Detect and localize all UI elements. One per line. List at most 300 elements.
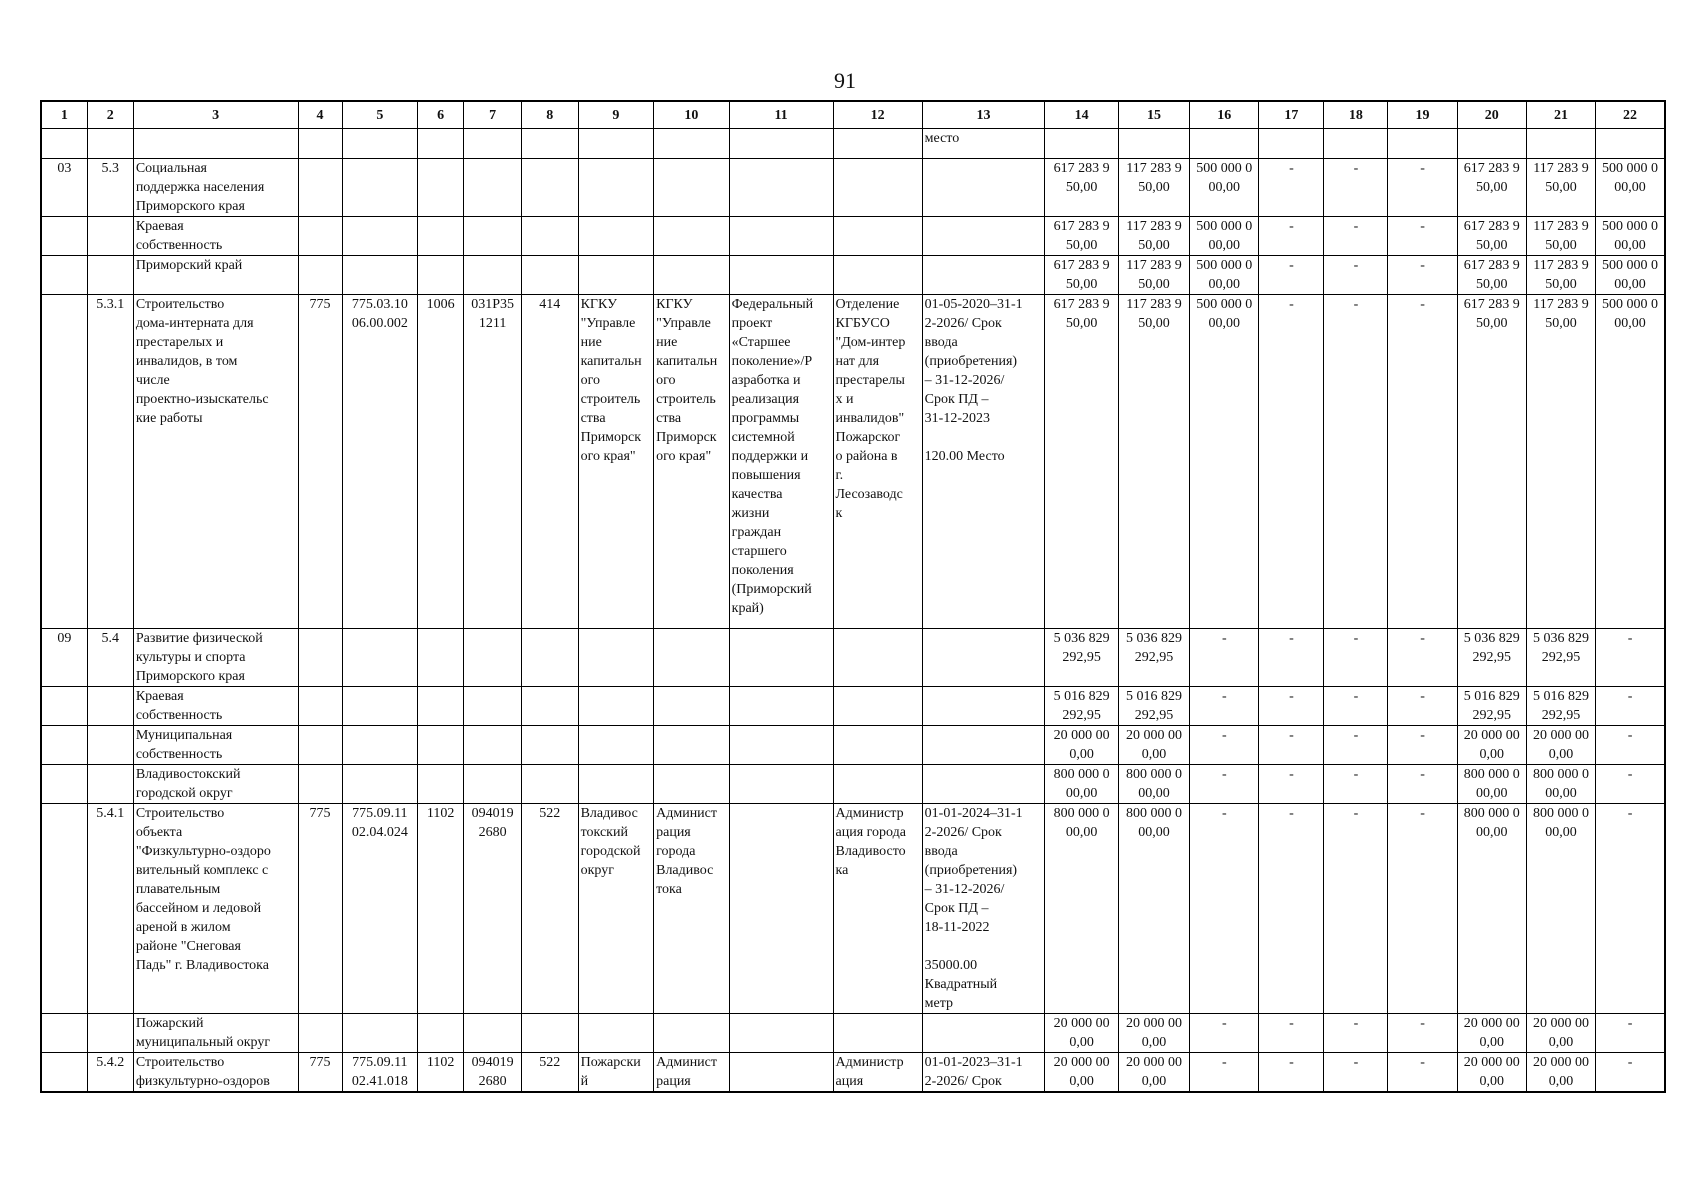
- table-cell: -: [1388, 256, 1457, 295]
- table-cell: -: [1324, 765, 1388, 804]
- table-cell: -: [1259, 687, 1324, 726]
- table-cell: [1388, 129, 1457, 159]
- table-cell: [464, 217, 522, 256]
- table-cell: 500 000 0 00,00: [1190, 256, 1259, 295]
- table-cell: 5.3: [87, 159, 133, 217]
- table-cell: [833, 1014, 922, 1053]
- column-header-21: 21: [1526, 101, 1595, 129]
- table-cell: [342, 687, 418, 726]
- table-cell: Муниципальная собственность: [133, 726, 298, 765]
- column-header-22: 22: [1596, 101, 1665, 129]
- table-cell: -: [1190, 687, 1259, 726]
- table-cell: 500 000 0 00,00: [1596, 159, 1665, 217]
- table-cell: 5 016 829 292,95: [1526, 687, 1595, 726]
- table-cell: [87, 726, 133, 765]
- table-cell: 01-01-2023–31-1 2-2026/ Срок: [922, 1053, 1045, 1093]
- column-header-12: 12: [833, 101, 922, 129]
- table-cell: 800 000 0 00,00: [1045, 804, 1118, 1014]
- table-cell: 5 016 829 292,95: [1457, 687, 1526, 726]
- table-cell: 617 283 9 50,00: [1457, 295, 1526, 629]
- table-cell: Социальная поддержка населения Приморского края: [133, 159, 298, 217]
- table-cell: Строительство физкультурно-оздоров: [133, 1053, 298, 1093]
- table-cell: 617 283 9 50,00: [1045, 256, 1118, 295]
- table-cell: 800 000 0 00,00: [1118, 804, 1189, 1014]
- table-cell: [298, 629, 342, 687]
- table-cell: [729, 687, 833, 726]
- table-cell: [342, 1014, 418, 1053]
- table-cell: [922, 217, 1045, 256]
- table-cell: [418, 129, 464, 159]
- table-cell: [521, 726, 578, 765]
- table-cell: 5 036 829 292,95: [1526, 629, 1595, 687]
- table-cell: 20 000 00 0,00: [1118, 1014, 1189, 1053]
- column-header-6: 6: [418, 101, 464, 129]
- table-cell: [41, 129, 87, 159]
- table-cell: -: [1324, 1014, 1388, 1053]
- table-cell: Развитие физической культуры и спорта Приморского края: [133, 629, 298, 687]
- column-header-18: 18: [1324, 101, 1388, 129]
- column-header-13: 13: [922, 101, 1045, 129]
- table-cell: [464, 129, 522, 159]
- table-cell: [418, 159, 464, 217]
- table-cell: [729, 159, 833, 217]
- table-cell: [578, 687, 654, 726]
- table-cell: [342, 256, 418, 295]
- table-cell: [418, 726, 464, 765]
- column-header-10: 10: [654, 101, 730, 129]
- table-cell: [729, 1053, 833, 1093]
- budget-table: [40, 100, 1666, 1093]
- table-cell: Владивостокский городской округ: [133, 765, 298, 804]
- header-row: [41, 101, 1665, 129]
- table-cell: 5 016 829 292,95: [1045, 687, 1118, 726]
- table-cell: 414: [521, 295, 578, 629]
- table-cell: 5 036 829 292,95: [1457, 629, 1526, 687]
- table-cell: 20 000 00 0,00: [1526, 726, 1595, 765]
- table-cell: [41, 295, 87, 629]
- table-cell: -: [1388, 1014, 1457, 1053]
- table-cell: [922, 765, 1045, 804]
- table-cell: -: [1596, 1053, 1665, 1093]
- table-cell: 500 000 0 00,00: [1190, 295, 1259, 629]
- table-cell: [1118, 129, 1189, 159]
- column-header-8: 8: [521, 101, 578, 129]
- table-cell: 1102: [418, 1053, 464, 1093]
- table-cell: 1006: [418, 295, 464, 629]
- table-cell: [729, 804, 833, 1014]
- table-cell: [729, 629, 833, 687]
- table-cell: -: [1388, 765, 1457, 804]
- table-cell: [833, 217, 922, 256]
- column-header-2: 2: [87, 101, 133, 129]
- table-cell: Пожарски й: [578, 1053, 654, 1093]
- column-header-20: 20: [1457, 101, 1526, 129]
- table-cell: 20 000 00 0,00: [1118, 726, 1189, 765]
- table-cell: [654, 687, 730, 726]
- table-cell: 800 000 0 00,00: [1118, 765, 1189, 804]
- table-cell: [418, 687, 464, 726]
- table-cell: -: [1388, 1053, 1457, 1093]
- table-cell: 117 283 9 50,00: [1526, 295, 1595, 629]
- table-cell: [464, 726, 522, 765]
- table-cell: 5.3.1: [87, 295, 133, 629]
- table-cell: [833, 159, 922, 217]
- table-cell: [521, 629, 578, 687]
- table-cell: 5.4: [87, 629, 133, 687]
- table-row: [41, 159, 1665, 217]
- table-cell: [578, 256, 654, 295]
- table-cell: [922, 726, 1045, 765]
- table-cell: 775: [298, 295, 342, 629]
- table-cell: [298, 256, 342, 295]
- table-row: [41, 1014, 1665, 1053]
- table-cell: [654, 129, 730, 159]
- table-cell: [654, 217, 730, 256]
- table-cell: [464, 256, 522, 295]
- table-cell: [41, 804, 87, 1014]
- table-cell: -: [1324, 687, 1388, 726]
- table-cell: [464, 765, 522, 804]
- table-row: [41, 687, 1665, 726]
- table-cell: КГКУ "Управле ние капитальн ого строитель ства Приморск ого края": [578, 295, 654, 629]
- table-cell: [922, 1014, 1045, 1053]
- table-cell: [578, 159, 654, 217]
- table-cell: -: [1259, 804, 1324, 1014]
- table-cell: место: [922, 129, 1045, 159]
- table-cell: [418, 765, 464, 804]
- table-cell: -: [1259, 217, 1324, 256]
- column-header-15: 15: [1118, 101, 1189, 129]
- table-cell: -: [1596, 765, 1665, 804]
- table-cell: [729, 726, 833, 765]
- table-cell: [418, 256, 464, 295]
- table-cell: 775.09.11 02.04.024: [342, 804, 418, 1014]
- table-cell: -: [1596, 629, 1665, 687]
- table-cell: -: [1324, 217, 1388, 256]
- table-row: [41, 629, 1665, 687]
- table-cell: -: [1324, 629, 1388, 687]
- table-cell: -: [1190, 1053, 1259, 1093]
- table-cell: [41, 1014, 87, 1053]
- table-cell: [654, 629, 730, 687]
- table-cell: [833, 129, 922, 159]
- table-cell: 617 283 9 50,00: [1457, 256, 1526, 295]
- table-cell: 20 000 00 0,00: [1045, 1014, 1118, 1053]
- table-cell: [41, 217, 87, 256]
- table-cell: 500 000 0 00,00: [1596, 295, 1665, 629]
- table-cell: -: [1259, 765, 1324, 804]
- table-row: [41, 1053, 1665, 1093]
- table-cell: Владивос токский городской округ: [578, 804, 654, 1014]
- table-cell: -: [1596, 687, 1665, 726]
- table-cell: 01-05-2020–31-1 2-2026/ Срок ввода (приобретения) – 31-12-2026/ Срок ПД – 31-12-2023 120.00 Место: [922, 295, 1045, 629]
- table-cell: [922, 629, 1045, 687]
- table-cell: [578, 129, 654, 159]
- table-cell: [578, 629, 654, 687]
- table-cell: 500 000 0 00,00: [1596, 217, 1665, 256]
- table-cell: 522: [521, 1053, 578, 1093]
- table-cell: 20 000 00 0,00: [1045, 726, 1118, 765]
- table-cell: -: [1388, 295, 1457, 629]
- table-cell: 5.4.2: [87, 1053, 133, 1093]
- table-cell: 617 283 9 50,00: [1045, 295, 1118, 629]
- table-cell: [298, 1014, 342, 1053]
- table-cell: 094019 2680: [464, 1053, 522, 1093]
- table-cell: [87, 256, 133, 295]
- table-cell: 117 283 9 50,00: [1118, 256, 1189, 295]
- table-cell: -: [1259, 295, 1324, 629]
- table-cell: [1596, 129, 1665, 159]
- table-cell: [87, 1014, 133, 1053]
- table-row: [41, 295, 1665, 629]
- table-cell: -: [1324, 1053, 1388, 1093]
- table-cell: [578, 765, 654, 804]
- table-cell: 117 283 9 50,00: [1118, 159, 1189, 217]
- table-row: [41, 765, 1665, 804]
- column-header-14: 14: [1045, 101, 1118, 129]
- table-cell: -: [1324, 804, 1388, 1014]
- column-header-11: 11: [729, 101, 833, 129]
- table-cell: [521, 159, 578, 217]
- table-cell: [654, 256, 730, 295]
- table-cell: [729, 1014, 833, 1053]
- table-cell: [298, 687, 342, 726]
- table-cell: [1324, 129, 1388, 159]
- table-cell: 094019 2680: [464, 804, 522, 1014]
- table-cell: 617 283 9 50,00: [1045, 217, 1118, 256]
- table-cell: [521, 687, 578, 726]
- table-cell: -: [1596, 804, 1665, 1014]
- table-cell: Админист рация: [654, 1053, 730, 1093]
- column-header-16: 16: [1190, 101, 1259, 129]
- table-cell: [833, 765, 922, 804]
- table-row: [41, 217, 1665, 256]
- page-number: 91: [834, 68, 856, 93]
- table-cell: -: [1596, 726, 1665, 765]
- table-cell: 20 000 00 0,00: [1457, 1053, 1526, 1093]
- table-cell: -: [1259, 726, 1324, 765]
- table-cell: 617 283 9 50,00: [1457, 217, 1526, 256]
- table-cell: 500 000 0 00,00: [1596, 256, 1665, 295]
- table-cell: [729, 765, 833, 804]
- table-cell: 617 283 9 50,00: [1045, 159, 1118, 217]
- table-cell: [578, 1014, 654, 1053]
- table-cell: [833, 726, 922, 765]
- table-cell: КГКУ "Управле ние капитальн ого строитель ства Приморск ого края": [654, 295, 730, 629]
- table-cell: 800 000 0 00,00: [1045, 765, 1118, 804]
- table-cell: [298, 217, 342, 256]
- table-cell: [1190, 129, 1259, 159]
- table-cell: Краевая собственность: [133, 687, 298, 726]
- table-cell: [464, 629, 522, 687]
- table-cell: -: [1388, 217, 1457, 256]
- table-cell: Строительство объекта "Физкультурно-оздоро вительный комплекс с плавательным бассейном и ледовой ареной в жилом районе "Снеговая Падь" г. Владивостока: [133, 804, 298, 1014]
- table-cell: 775.03.10 06.00.002: [342, 295, 418, 629]
- table-cell: Строительство дома-интерната для престарелых и инвалидов, в том числе проектно-изыскательс кие работы: [133, 295, 298, 629]
- table-cell: -: [1388, 629, 1457, 687]
- table-cell: [521, 129, 578, 159]
- table-cell: 117 283 9 50,00: [1526, 159, 1595, 217]
- table-cell: [87, 217, 133, 256]
- table-cell: 1102: [418, 804, 464, 1014]
- table-cell: 20 000 00 0,00: [1526, 1014, 1595, 1053]
- table-cell: 775: [298, 804, 342, 1014]
- table-cell: 775: [298, 1053, 342, 1093]
- table-cell: [464, 1014, 522, 1053]
- table-cell: -: [1324, 295, 1388, 629]
- table-cell: 20 000 00 0,00: [1118, 1053, 1189, 1093]
- table-cell: [833, 687, 922, 726]
- table-cell: Администр ация: [833, 1053, 922, 1093]
- table-cell: 617 283 9 50,00: [1457, 159, 1526, 217]
- table-cell: [298, 765, 342, 804]
- table-cell: [1259, 129, 1324, 159]
- table-cell: [1526, 129, 1595, 159]
- table-cell: [418, 217, 464, 256]
- table-cell: Администр ация города Владивосто ка: [833, 804, 922, 1014]
- table-cell: [87, 687, 133, 726]
- table-cell: 500 000 0 00,00: [1190, 159, 1259, 217]
- table-cell: -: [1388, 726, 1457, 765]
- table-cell: [521, 1014, 578, 1053]
- table-cell: 800 000 0 00,00: [1526, 765, 1595, 804]
- table-cell: [578, 217, 654, 256]
- table-cell: Приморский край: [133, 256, 298, 295]
- table-cell: -: [1259, 159, 1324, 217]
- table-row: [41, 256, 1665, 295]
- table-cell: -: [1190, 726, 1259, 765]
- table-row: [41, 129, 1665, 159]
- table-cell: [342, 629, 418, 687]
- table-cell: 20 000 00 0,00: [1457, 1014, 1526, 1053]
- table-cell: [41, 726, 87, 765]
- table-cell: -: [1190, 804, 1259, 1014]
- table-cell: [654, 159, 730, 217]
- table-cell: 03: [41, 159, 87, 217]
- table-cell: 800 000 0 00,00: [1457, 804, 1526, 1014]
- table-cell: Пожарский муниципальный округ: [133, 1014, 298, 1053]
- table-cell: 117 283 9 50,00: [1526, 256, 1595, 295]
- table-cell: 031P35 1211: [464, 295, 522, 629]
- table-cell: -: [1388, 159, 1457, 217]
- table-header: [41, 101, 1665, 129]
- table-cell: [521, 765, 578, 804]
- column-header-4: 4: [298, 101, 342, 129]
- table-cell: 5.4.1: [87, 804, 133, 1014]
- table-cell: [342, 217, 418, 256]
- table-cell: [654, 765, 730, 804]
- table-cell: -: [1259, 1053, 1324, 1093]
- table-cell: Федеральный проект «Старшее поколение»/Р азработка и реализация программы системной поддержки и повышения качества жизни граждан старшего поколения (Приморский край): [729, 295, 833, 629]
- table-cell: [41, 1053, 87, 1093]
- table-cell: [298, 726, 342, 765]
- table-cell: 800 000 0 00,00: [1457, 765, 1526, 804]
- table-cell: [418, 1014, 464, 1053]
- table-cell: 117 283 9 50,00: [1526, 217, 1595, 256]
- table-cell: [133, 129, 298, 159]
- table-cell: [342, 765, 418, 804]
- table-cell: [342, 129, 418, 159]
- table-cell: [464, 159, 522, 217]
- table-cell: 20 000 00 0,00: [1045, 1053, 1118, 1093]
- table-cell: -: [1324, 159, 1388, 217]
- column-header-19: 19: [1388, 101, 1457, 129]
- table-cell: 500 000 0 00,00: [1190, 217, 1259, 256]
- table-cell: 117 283 9 50,00: [1118, 217, 1189, 256]
- table-cell: 01-01-2024–31-1 2-2026/ Срок ввода (приобретения) – 31-12-2026/ Срок ПД – 18-11-2022 35000.00 Квадратный метр: [922, 804, 1045, 1014]
- table-cell: [833, 629, 922, 687]
- table-row: [41, 726, 1665, 765]
- table-cell: -: [1190, 765, 1259, 804]
- table-cell: 20 000 00 0,00: [1457, 726, 1526, 765]
- table-cell: 5 036 829 292,95: [1045, 629, 1118, 687]
- table-cell: [922, 687, 1045, 726]
- table-cell: [922, 256, 1045, 295]
- table-cell: [1457, 129, 1526, 159]
- table-cell: -: [1190, 629, 1259, 687]
- column-header-3: 3: [133, 101, 298, 129]
- column-header-9: 9: [578, 101, 654, 129]
- table-cell: [654, 1014, 730, 1053]
- table-cell: Админист рация города Владивос тока: [654, 804, 730, 1014]
- table-cell: [342, 159, 418, 217]
- column-header-17: 17: [1259, 101, 1324, 129]
- table-cell: -: [1324, 256, 1388, 295]
- table-cell: 800 000 0 00,00: [1526, 804, 1595, 1014]
- table-cell: [87, 765, 133, 804]
- table-row: [41, 804, 1665, 1014]
- table-cell: [298, 159, 342, 217]
- table-cell: [464, 687, 522, 726]
- column-header-5: 5: [342, 101, 418, 129]
- table-cell: -: [1596, 1014, 1665, 1053]
- table-cell: [729, 256, 833, 295]
- table-cell: 09: [41, 629, 87, 687]
- table-cell: 117 283 9 50,00: [1118, 295, 1189, 629]
- table-cell: 775.09.11 02.41.018: [342, 1053, 418, 1093]
- table-cell: [578, 726, 654, 765]
- table-cell: -: [1388, 687, 1457, 726]
- table-cell: Краевая собственность: [133, 217, 298, 256]
- table-cell: -: [1259, 256, 1324, 295]
- table-cell: -: [1324, 726, 1388, 765]
- table-cell: [654, 726, 730, 765]
- table-body: [41, 129, 1665, 1093]
- table-cell: [521, 217, 578, 256]
- table-cell: [342, 726, 418, 765]
- table-cell: -: [1190, 1014, 1259, 1053]
- table-cell: -: [1259, 1014, 1324, 1053]
- table-cell: [41, 765, 87, 804]
- table-cell: [41, 687, 87, 726]
- table-cell: [521, 256, 578, 295]
- table-cell: [729, 129, 833, 159]
- table-cell: 5 016 829 292,95: [1118, 687, 1189, 726]
- column-header-7: 7: [464, 101, 522, 129]
- table-cell: 522: [521, 804, 578, 1014]
- table-cell: -: [1259, 629, 1324, 687]
- table-cell: [418, 629, 464, 687]
- table-cell: 20 000 00 0,00: [1526, 1053, 1595, 1093]
- table-cell: [833, 256, 922, 295]
- table-cell: 5 036 829 292,95: [1118, 629, 1189, 687]
- table-cell: Отделение КГБУСО "Дом-интер нат для престарелы х и инвалидов" Пожарског о района в г. Лесозаводс к: [833, 295, 922, 629]
- table-cell: [1045, 129, 1118, 159]
- table-cell: [298, 129, 342, 159]
- table-cell: [729, 217, 833, 256]
- table-cell: [922, 159, 1045, 217]
- table-cell: [41, 256, 87, 295]
